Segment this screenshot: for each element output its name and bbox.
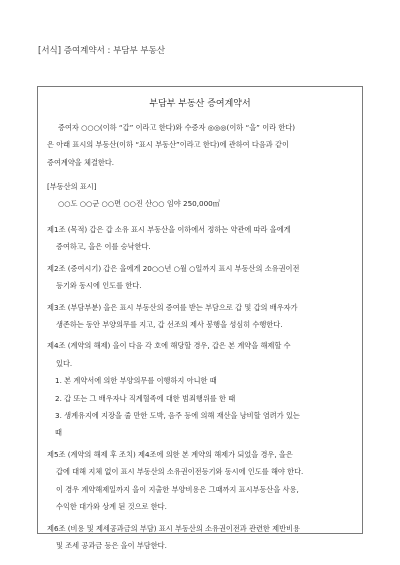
article	[47, 446, 355, 516]
article-line: 제1조 (목적) 갑은 갑 소유 표시 부동산을 이하에서 정하는 약관에 따라 을에게	[47, 225, 291, 234]
article-line: 및 조세 공과금 등은 을이 부담한다.	[56, 540, 167, 550]
document-title: 부담부 부동산 증여계약서	[149, 99, 251, 109]
article	[47, 520, 355, 555]
article-line: 때	[55, 428, 62, 438]
article-line: 제5조 (계약의 해제 후 조치) 제4조에 의한 본 계약의 해제가 되었을 경우, 을은	[47, 449, 293, 459]
articles-section	[47, 221, 355, 554]
article-item	[47, 390, 355, 407]
article-item	[47, 372, 355, 389]
article-line: 증여하고, 을은 이를 승낙한다.	[56, 242, 151, 252]
article-line: 수익한 대가와 상계 된 것으로 한다.	[56, 502, 167, 512]
article-line: 등기와 동시에 인도를 한다.	[56, 281, 142, 291]
article-line: 있다.	[56, 358, 73, 368]
article	[47, 337, 355, 372]
article-line: 1. 본 계약서에 의한 부양의무를 이행하지 아니한 때	[55, 376, 217, 386]
article-line: 제2조 (증여시기) 갑은 을에게 20○○년 ○월 ○일까지 표시 부동산의 소유권이전	[47, 263, 300, 273]
intro-line: 은 아래 표시의 부동산(이하 “표시 부동산”이라고 한다)에 관하여 다음과 같이	[47, 140, 289, 150]
article-line: 생존하는 동안 부양의무를 지고, 갑 선조의 제사 봉행을 성심히 수행한다.	[56, 320, 283, 330]
intro-paragraph	[47, 119, 355, 171]
article	[47, 221, 355, 256]
property-heading: [부동산의 표시]	[47, 182, 97, 191]
article	[47, 260, 355, 295]
property-description: ○○도 ○○군 ○○면 ○○진 산○○ 임야 250,000㎡	[58, 199, 220, 209]
article-line: 2. 갑 또는 그 배우자나 직계혈족에 대한 범죄행위를 한 때	[55, 393, 236, 403]
article-line: 제3조 (부담부분) 을은 표시 부동산의 증여를 받는 부담으로 갑 및 갑의 배우자가	[47, 302, 298, 312]
article-line: 제4조 (계약의 해제) 을이 다음 각 호에 해당할 경우, 갑은 본 계약을 해제할 수	[47, 341, 291, 351]
intro-line: 증여계약을 체결한다.	[47, 157, 115, 167]
document-header: [서식] 증여계약서 : 부담부 부동산	[38, 46, 166, 56]
article-line: 갑에 대해 지체 없이 표시 부동산의 소유권이전등기와 동시에 인도를 해야 한다.	[56, 467, 304, 477]
article-line: 제6조 (비용 및 제세공과금의 부담) 표시 부동산의 소유권이전과 관련한 제반비용	[47, 523, 300, 533]
article-item	[47, 407, 355, 442]
article-line: 이 경우 계약해제일까지 을이 지출한 부양비용은 그때까지 표시부동산을 사용,	[56, 484, 299, 494]
property-section	[47, 178, 355, 213]
intro-line: 증여자 ○○○(이하 “갑” 이라고 한다)와 수증자 ◎◎◎(이하 “을” 이라 한다)	[58, 123, 296, 132]
article-line: 3. 생계유지에 지장을 줄 만한 도박, 음주 등에 의해 재산을 낭비할 염려가 있는	[55, 411, 300, 421]
article	[47, 299, 355, 334]
